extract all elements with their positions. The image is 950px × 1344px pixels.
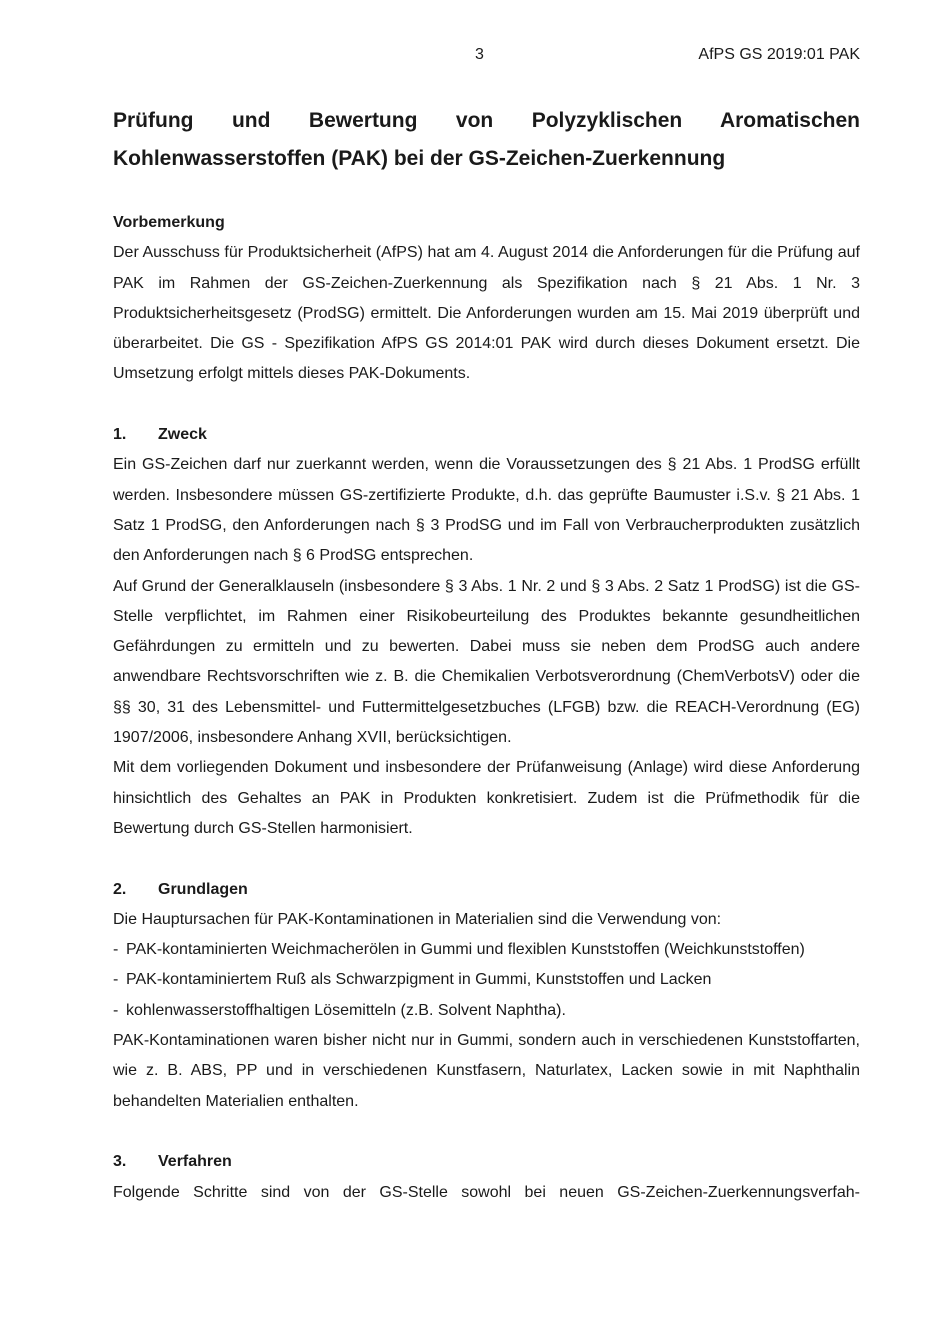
page-header <box>113 46 860 68</box>
preamble-paragraph: Der Ausschuss für Produktsicherheit (AfPS) hat am 4. August 2014 die Anforderungen für die Prüfung auf PAK im Rahmen der GS-Zeichen-Zuerkennung als Spezifikation nach § 21 Abs. 1 Nr. 3 Produktsicherheitsgesetz (ProdSG) ermittelt. Die Anforderungen wurden am 15. Mai 2019 überprüft und überarbeitet. Die GS - Spezifikation AfPS GS 2014:01 PAK wird durch dieses Dokument ersetzt. Die Umsetzung erfolgt mittels dieses PAK-Dokuments. <box>113 244 860 383</box>
section-title: Zweck <box>158 426 207 444</box>
section-2-intro: Die Hauptursachen für PAK-Kontaminationen in Materialien sind die Verwendung von: <box>113 910 722 928</box>
section-1-paragraph: Auf Grund der Generalklauseln (insbesondere § 3 Abs. 1 Nr. 2 und § 3 Abs. 2 Satz 1 ProdSG) ist die GS-Stelle verpflichtet, im Rahmen einer Risikobeurteilung des Produktes bekannte gesundheitlichen Gefährdungen zu ermitteln und zu bewerten. Dabei muss sie neben dem ProdSG auch andere anwendbare Rechtsvorschriften wie z. B. die Chemikalien Verbotsverordnung (ChemVerbotsV) oder die §§ 30, 31 des Lebensmittel- und Futtermittelgesetzbuches (LFGB) bzw. die REACH-Verordnung (EG) 1907/2006, insbesondere Anhang XVII, berücksichtigen. <box>113 577 860 747</box>
list-item: - kohlenwasserstoffhaltigen Lösemitteln (z.B. Solvent Naphtha). <box>113 1001 566 1019</box>
section-2-heading <box>113 875 860 905</box>
list-item: - PAK-kontaminierten Weichmacherölen in Gummi und flexiblen Kunststoffen (Weichkunststoffen) <box>113 941 805 959</box>
section-number: 2. <box>113 880 127 898</box>
page-number: 3 <box>475 46 484 63</box>
section-3-heading <box>113 1147 860 1177</box>
section-1-heading <box>113 420 860 450</box>
preamble-heading: Vorbemerkung <box>113 214 225 231</box>
section-2-paragraph: PAK-Kontaminationen waren bisher nicht nur in Gummi, sondern auch in verschiedenen Kunststoffarten, wie z. B. ABS, PP und in verschiedenen Kunstfasern, Naturlatex, Lacken sowie in mit Naphthalin behandelten Materialien enthalten. <box>113 1032 860 1110</box>
section-1-paragraph: Mit dem vorliegenden Dokument und insbesondere der Prüfanweisung (Anlage) wird diese Anforderung hinsichtlich des Gehaltes an PAK in Produkten konkretisiert. Zudem ist die Prüfmethodik für die Bewertung durch GS-Stellen harmonisiert. <box>113 759 860 837</box>
section-title: Grundlagen <box>158 880 248 898</box>
document-id: AfPS GS 2019:01 PAK <box>698 46 860 63</box>
document-title: Prüfung und Bewertung von Polyzyklischen Aromatischen Kohlenwasserstoffen (PAK) bei der GS-Zeichen-Zuerkennung <box>113 109 860 170</box>
list-item: - PAK-kontaminiertem Ruß als Schwarzpigment in Gummi, Kunststoffen und Lacken <box>113 971 712 989</box>
section-3-intro: Folgende Schritte sind von der GS-Stelle sowohl bei neuen GS-Zeichen-Zuerkennungsverfah- <box>113 1183 860 1201</box>
section-title: Verfahren <box>158 1153 232 1171</box>
section-1-paragraph: Ein GS-Zeichen darf nur zuerkannt werden, wenn die Voraussetzungen des § 21 Abs. 1 ProdSG erfüllt werden. Insbesondere müssen GS-zertifizierte Produkte, d.h. das geprüfte Baumuster i.S.v. § 21 Abs. 1 Satz 1 ProdSG, den Anforderungen nach § 3 ProdSG und im Fall von Verbraucherprodukten zusätzlich den Anforderungen nach § 6 ProdSG entsprechen. <box>113 456 860 565</box>
cause-list <box>113 935 860 1026</box>
section-number: 1. <box>113 426 127 444</box>
document-body <box>113 208 860 1208</box>
section-number: 3. <box>113 1153 127 1171</box>
